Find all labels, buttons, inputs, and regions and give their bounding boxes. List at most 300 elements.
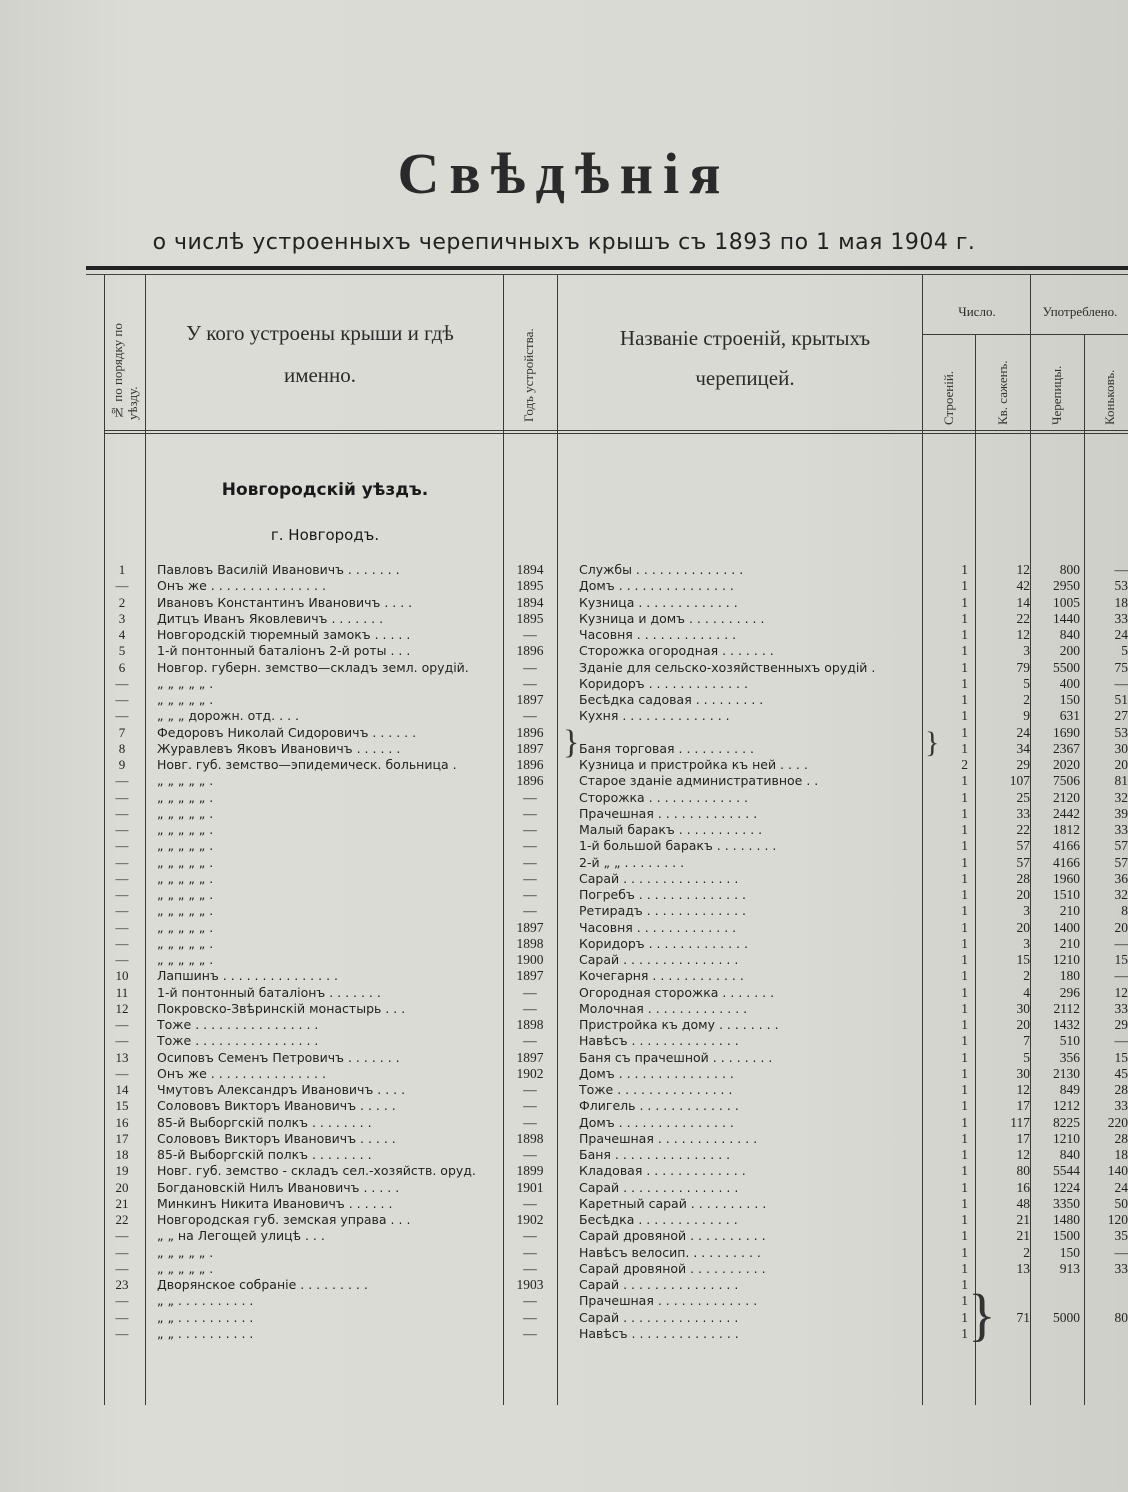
header-col-kon: Коньковъ. xyxy=(1102,369,1117,425)
row-ridge-tiles: 53 xyxy=(1114,578,1128,594)
row-number: — xyxy=(115,935,129,951)
row-owner: „ „ „ „ „ . xyxy=(157,692,214,707)
row-building: Сарай . . . . . . . . . . . . . . . xyxy=(579,952,739,967)
row-building: Коридоръ . . . . . . . . . . . . . xyxy=(579,935,748,951)
row-ridge-tiles: 5 xyxy=(1121,643,1128,659)
row-structures: 1 xyxy=(961,870,968,886)
row-building: Старое зданіе административное . . xyxy=(579,773,819,789)
table-row xyxy=(0,1163,1128,1179)
row-number: — xyxy=(115,805,129,821)
row-sq-sazhen: 117 xyxy=(1010,1114,1030,1130)
row-owner: „ „ „ „ „ . xyxy=(157,805,214,821)
row-number: — xyxy=(115,1065,129,1081)
row-building: Сарай дровяной . . . . . . . . . . xyxy=(579,1260,766,1276)
row-ridge-tiles: 18 xyxy=(1114,1147,1128,1162)
row-owner: „ „ „ „ „ . xyxy=(157,887,214,902)
row-building: Навѣсъ . . . . . . . . . . . . . . xyxy=(579,1325,739,1341)
table-row xyxy=(0,1050,1128,1066)
row-building: Пристройка къ дому . . . . . . . . xyxy=(579,1017,779,1032)
row-building: 1-й большой баракъ . . . . . . . . xyxy=(579,838,777,854)
row-structures: 1 xyxy=(961,805,968,821)
table-row xyxy=(0,903,1128,919)
row-building: Кладовая . . . . . . . . . . . . . xyxy=(579,1163,746,1179)
row-owner: „ „ „ „ „ . xyxy=(157,675,214,691)
row-ridge-tiles: 24 xyxy=(1114,1179,1128,1195)
row-tiles: 2442 xyxy=(1053,805,1080,821)
row-building: Навѣсъ . . . . . . . . . . . . . . xyxy=(579,1033,739,1049)
row-ridge-tiles: — xyxy=(1114,675,1128,691)
row-building: Домъ . . . . . . . . . . . . . . . xyxy=(579,1065,734,1081)
row-owner: Новг. губ. земство—эпидемическ. больница . xyxy=(157,757,457,772)
row-number: 22 xyxy=(115,1212,129,1227)
row-year: — xyxy=(523,984,537,1000)
row-sq-sazhen: 25 xyxy=(1016,789,1030,805)
row-year: — xyxy=(523,1195,537,1211)
row-owner: Покровско-Звѣринскій монастырь . . . xyxy=(157,1000,406,1016)
row-building: Часовня . . . . . . . . . . . . . xyxy=(579,627,737,642)
row-sq-sazhen: 30 xyxy=(1016,1065,1030,1081)
row-ridge-tiles: 28 xyxy=(1114,1082,1128,1097)
row-owner: Федоровъ Николай Сидоровичъ . . . . . . xyxy=(157,724,417,740)
row-sq-sazhen: 16 xyxy=(1016,1179,1030,1195)
row-sq-sazhen: 79 xyxy=(1016,659,1030,675)
row-number: 20 xyxy=(115,1179,129,1195)
row-tiles: 4166 xyxy=(1053,838,1080,854)
group-header-rule xyxy=(922,334,1128,335)
row-number: 18 xyxy=(115,1147,129,1162)
row-building: Службы . . . . . . . . . . . . . . xyxy=(579,562,744,577)
row-number: — xyxy=(115,789,129,805)
row-building: Сторожка огородная . . . . . . . xyxy=(579,643,774,659)
row-year: 1902 xyxy=(516,1212,544,1227)
row-ridge-tiles: 51 xyxy=(1114,692,1128,707)
table-row xyxy=(0,806,1128,822)
row-structures: 1 xyxy=(961,692,968,707)
row-number: — xyxy=(115,838,129,854)
row-structures: 1 xyxy=(961,952,968,967)
row-tiles: 1212 xyxy=(1053,1098,1080,1114)
table-row xyxy=(0,968,1128,984)
row-structures: 1 xyxy=(961,1228,968,1244)
row-sq-sazhen: 80 xyxy=(1016,1163,1030,1179)
row-structures: 1 xyxy=(961,724,968,740)
row-structures: 1 xyxy=(961,919,968,935)
row-number: 8 xyxy=(118,740,126,756)
row-ridge-tiles: 33 xyxy=(1114,1098,1128,1114)
row-tiles: 200 xyxy=(1059,643,1080,659)
row-sq-sazhen: 3 xyxy=(1023,903,1030,919)
row-sq-sazhen: 15 xyxy=(1016,952,1030,967)
row-building: Каретный сарай . . . . . . . . . . xyxy=(579,1195,767,1211)
row-year: — xyxy=(523,854,537,870)
row-structures: 1 xyxy=(961,1195,968,1211)
header-col-name: Названіе строеній, крытыхъ черепицей. xyxy=(619,326,871,390)
row-building: Погребъ . . . . . . . . . . . . . . xyxy=(579,887,747,902)
row-ridge-tiles: 33 xyxy=(1114,1260,1128,1276)
row-number: 2 xyxy=(118,594,126,610)
row-year: 1896 xyxy=(516,773,544,789)
row-sq-sazhen: 20 xyxy=(1016,887,1030,902)
row-number: 10 xyxy=(115,968,129,984)
row-sq-sazhen: 30 xyxy=(1016,1000,1030,1016)
row-structures: 1 xyxy=(961,1082,968,1097)
row-structures: 1 xyxy=(961,1147,968,1162)
row-sq-sazhen: 7 xyxy=(1023,1033,1030,1049)
table-row xyxy=(0,1180,1128,1196)
row-building: Часовня . . . . . . . . . . . . . xyxy=(579,919,737,935)
row-ridge-tiles: — xyxy=(1114,968,1128,984)
row-year: 1894 xyxy=(516,594,544,610)
row-owner: Журавлевъ Яковъ Ивановичъ . . . . . . xyxy=(157,740,401,756)
row-ridge-tiles: 30 xyxy=(1114,740,1128,756)
row-ridge-tiles: 15 xyxy=(1114,1049,1128,1065)
header-rule-thin xyxy=(86,274,1128,275)
row-tiles: 2120 xyxy=(1053,789,1080,805)
row-ridge-tiles: 32 xyxy=(1114,789,1128,805)
row-structures: 1 xyxy=(961,594,968,610)
row-building: Сарай . . . . . . . . . . . . . . . xyxy=(579,1309,739,1325)
row-year: 1900 xyxy=(516,952,544,967)
row-tiles: 5544 xyxy=(1053,1163,1080,1179)
row-tiles: 1690 xyxy=(1053,724,1080,740)
row-sq-sazhen: 12 xyxy=(1016,1082,1030,1097)
row-ridge-tiles: 24 xyxy=(1114,627,1128,642)
row-tiles: 1510 xyxy=(1053,887,1080,902)
table-row xyxy=(0,1310,1128,1326)
row-year: — xyxy=(523,675,537,691)
row-number: — xyxy=(115,887,129,902)
row-building: Коридоръ . . . . . . . . . . . . . xyxy=(579,675,748,691)
row-ridge-tiles: 18 xyxy=(1114,594,1128,610)
row-building: Флигель . . . . . . . . . . . . . xyxy=(579,1098,739,1114)
row-ridge-tiles: 120 xyxy=(1107,1212,1128,1227)
row-number: 15 xyxy=(115,1098,129,1114)
row-year: 1896 xyxy=(516,724,544,740)
table-row xyxy=(0,1293,1128,1309)
table-row xyxy=(0,790,1128,806)
row-sq-sazhen: 24 xyxy=(1016,724,1030,740)
row-owner: Тоже . . . . . . . . . . . . . . . . xyxy=(157,1017,319,1032)
row-tiles: 840 xyxy=(1059,627,1080,642)
row-tiles: 4166 xyxy=(1053,854,1080,870)
row-building: Прачешная . . . . . . . . . . . . . xyxy=(579,805,758,821)
row-building: Сарай . . . . . . . . . . . . . . . xyxy=(579,870,739,886)
row-building: Ретирадъ . . . . . . . . . . . . . xyxy=(579,903,747,919)
row-ridge-tiles: 36 xyxy=(1114,870,1128,886)
row-building: Малый баракъ . . . . . . . . . . . xyxy=(579,822,763,837)
row-owner: Ивановъ Константинъ Ивановичъ . . . . xyxy=(157,594,413,610)
row-structures: 1 xyxy=(961,562,968,577)
header-col-who: У кого устроены крыши и гдѣ именно. xyxy=(186,321,454,387)
row-sq-sazhen: 12 xyxy=(1016,562,1030,577)
row-structures: 1 xyxy=(961,968,968,984)
row-building: Кочегарня . . . . . . . . . . . . xyxy=(579,968,744,984)
row-tiles: 296 xyxy=(1059,984,1080,1000)
table-row xyxy=(0,952,1128,968)
row-year: 1898 xyxy=(516,935,544,951)
brace-group: } xyxy=(968,1282,996,1347)
row-structures: 1 xyxy=(961,1179,968,1195)
row-owner: „ „ . . . . . . . . . . xyxy=(157,1293,254,1309)
row-owner: Богдановскій Нилъ Ивановичъ . . . . . xyxy=(157,1179,400,1195)
row-ridge-tiles: 33 xyxy=(1114,610,1128,626)
row-number: — xyxy=(115,1228,129,1244)
row-tiles: 2130 xyxy=(1053,1065,1080,1081)
row-tiles: 1210 xyxy=(1053,952,1080,967)
row-sq-sazhen: 13 xyxy=(1016,1260,1030,1276)
row-year: — xyxy=(523,887,537,902)
row-owner: „ „ . . . . . . . . . . xyxy=(157,1325,254,1341)
row-ridge-tiles: 57 xyxy=(1114,838,1128,854)
row-structures: 1 xyxy=(961,1033,968,1049)
row-tiles: 631 xyxy=(1059,708,1080,724)
row-number: — xyxy=(115,822,129,837)
row-owner: „ „ „ „ „ . xyxy=(157,952,214,967)
header-col-no: № по порядку по уѣзду. xyxy=(110,323,140,420)
row-ridge-tiles: 75 xyxy=(1114,659,1128,675)
row-building: Сарай дровяной . . . . . . . . . . xyxy=(579,1228,766,1244)
row-number: — xyxy=(115,952,129,967)
table-row xyxy=(0,1196,1128,1212)
row-year: — xyxy=(523,1098,537,1114)
row-sq-sazhen: 107 xyxy=(1009,773,1030,789)
row-number: 16 xyxy=(115,1114,129,1130)
row-structures: 1 xyxy=(961,984,968,1000)
row-structures: 1 xyxy=(961,1309,968,1325)
row-owner: „ „ „ „ „ . xyxy=(157,919,214,935)
row-owner: „ „ „ дорожн. отд. . . . xyxy=(157,708,299,724)
row-sq-sazhen: 4 xyxy=(1023,984,1030,1000)
row-tiles: 1432 xyxy=(1053,1017,1080,1032)
row-year: 1897 xyxy=(516,692,544,707)
table-row xyxy=(0,692,1128,708)
table-row xyxy=(0,1115,1128,1131)
row-year: — xyxy=(523,1000,537,1016)
table-row xyxy=(0,1228,1128,1244)
row-owner: 85-й Выборгскій полкъ . . . . . . . . xyxy=(157,1114,372,1130)
row-year: — xyxy=(523,1228,537,1244)
row-owner: „ „ . . . . . . . . . . xyxy=(157,1309,254,1325)
row-year: — xyxy=(523,1260,537,1276)
row-tiles: 7506 xyxy=(1053,773,1080,789)
row-structures: 1 xyxy=(961,1212,968,1227)
row-ridge-tiles: 33 xyxy=(1114,1000,1128,1016)
row-year: 1895 xyxy=(516,610,544,626)
row-tiles: 2367 xyxy=(1053,740,1080,756)
row-structures: 1 xyxy=(961,1260,968,1276)
row-tiles: 1500 xyxy=(1053,1228,1080,1244)
row-owner: „ „ на Легощей улицѣ . . . xyxy=(157,1228,325,1244)
row-number: 21 xyxy=(115,1195,129,1211)
row-number: — xyxy=(115,1033,129,1049)
row-tiles: 1480 xyxy=(1053,1212,1080,1227)
row-year: — xyxy=(523,1293,537,1309)
header-rule-thick xyxy=(86,266,1128,270)
row-number: 14 xyxy=(115,1082,129,1097)
table-row xyxy=(0,676,1128,692)
row-structures: 1 xyxy=(961,838,968,854)
row-tiles: 849 xyxy=(1059,1082,1080,1097)
table-row xyxy=(0,595,1128,611)
header-col-str: Строеній. xyxy=(941,370,956,425)
table-row xyxy=(0,838,1128,854)
table-row xyxy=(0,936,1128,952)
row-ridge-tiles: 15 xyxy=(1114,952,1128,967)
document-title: Свѣдѣнія xyxy=(397,141,731,206)
row-sq-sazhen: 28 xyxy=(1016,870,1030,886)
header-bottom-rule xyxy=(104,430,1128,431)
table-row xyxy=(0,985,1128,1001)
row-owner: Осиповъ Семенъ Петровичъ . . . . . . . xyxy=(157,1049,400,1065)
row-building: Баня съ прачешной . . . . . . . . xyxy=(579,1049,773,1065)
table-row xyxy=(0,1033,1128,1049)
row-building: Зданіе для сельско-хозяйственныхъ орудій . xyxy=(579,659,876,675)
row-number: — xyxy=(115,1325,129,1341)
row-year: 1898 xyxy=(516,1130,544,1146)
row-year: — xyxy=(523,627,537,642)
row-year: — xyxy=(523,1309,537,1325)
row-building: Домъ . . . . . . . . . . . . . . . xyxy=(579,1114,734,1130)
row-ridge-tiles: 80 xyxy=(1114,1309,1128,1325)
row-ridge-tiles: 81 xyxy=(1114,773,1128,789)
table-row xyxy=(0,1245,1128,1261)
row-structures: 1 xyxy=(961,1114,968,1130)
row-building: 2-й „ „ . . . . . . . . xyxy=(579,854,685,870)
table-row xyxy=(0,887,1128,903)
row-owner: „ „ „ „ „ . xyxy=(157,838,214,854)
row-building: Бесѣдка садовая . . . . . . . . . xyxy=(579,692,764,707)
row-year: — xyxy=(523,1114,537,1130)
row-building: Сторожка . . . . . . . . . . . . . xyxy=(579,789,749,805)
row-year: 1898 xyxy=(516,1017,544,1032)
row-sq-sazhen: 17 xyxy=(1016,1130,1030,1146)
row-building: Навѣсъ велосип. . . . . . . . . . xyxy=(579,1244,761,1260)
row-building: Сарай . . . . . . . . . . . . . . . xyxy=(579,1179,739,1195)
row-number: — xyxy=(115,903,129,919)
row-structures: 1 xyxy=(961,643,968,659)
row-structures: 1 xyxy=(961,789,968,805)
row-year: 1899 xyxy=(516,1163,544,1179)
table-row xyxy=(0,562,1128,578)
row-ridge-tiles: 220 xyxy=(1107,1114,1128,1130)
row-number: — xyxy=(115,692,129,707)
row-sq-sazhen: 20 xyxy=(1016,1017,1030,1032)
row-sq-sazhen: 2 xyxy=(1023,692,1030,707)
row-owner: Солововъ Викторъ Ивановичъ . . . . . xyxy=(157,1130,396,1146)
row-number: — xyxy=(115,870,129,886)
row-sq-sazhen: 29 xyxy=(1016,757,1030,772)
brace-str-pair: } xyxy=(925,726,940,759)
row-number: 5 xyxy=(118,643,126,659)
row-number: — xyxy=(115,578,129,594)
row-ridge-tiles: 35 xyxy=(1114,1228,1128,1244)
table-row xyxy=(0,1147,1128,1163)
row-owner: „ „ „ „ „ . xyxy=(157,935,214,951)
table-row xyxy=(0,1098,1128,1114)
row-building: Огородная сторожка . . . . . . . xyxy=(579,984,775,1000)
row-owner: Новг. губ. земство - складъ сел.-хозяйств. оруд. xyxy=(157,1163,476,1179)
row-tiles: 2020 xyxy=(1053,757,1080,772)
row-sq-sazhen: 2 xyxy=(1023,968,1030,984)
row-year: 1897 xyxy=(516,968,544,984)
row-number: — xyxy=(115,1309,129,1325)
row-owner: Павловъ Василій Ивановичъ . . . . . . . xyxy=(157,562,400,577)
row-tiles: 1440 xyxy=(1053,610,1080,626)
row-owner: Минкинъ Никита Ивановичъ . . . . . . xyxy=(157,1195,393,1211)
table-row xyxy=(0,660,1128,676)
row-number: 23 xyxy=(115,1277,129,1292)
row-owner: Новгородская губ. земская управа . . . xyxy=(157,1212,411,1227)
row-ridge-tiles: 12 xyxy=(1114,984,1128,1000)
row-number: 1 xyxy=(118,562,126,577)
row-structures: 1 xyxy=(961,740,968,756)
row-year: — xyxy=(523,805,537,821)
row-year: — xyxy=(523,1033,537,1049)
row-year: — xyxy=(523,1244,537,1260)
header-bottom-rule-2 xyxy=(104,433,1128,434)
row-year: 1897 xyxy=(516,1049,544,1065)
row-owner: Дворянское собраніе . . . . . . . . . xyxy=(157,1277,368,1292)
table-row xyxy=(0,920,1128,936)
row-year: 1894 xyxy=(516,562,544,577)
row-owner: 1-й понтонный баталіонъ 2-й роты . . . xyxy=(157,643,411,659)
row-number: — xyxy=(115,919,129,935)
section-uezd: Новгородскій уѣздъ. xyxy=(221,480,429,500)
row-building: Прачешная . . . . . . . . . . . . . xyxy=(579,1293,758,1309)
row-structures: 1 xyxy=(961,675,968,691)
row-building: Тоже . . . . . . . . . . . . . . . xyxy=(579,1082,733,1097)
section-city: г. Новгородъ. xyxy=(270,526,380,544)
row-year: — xyxy=(523,1147,537,1162)
row-owner: Лапшинъ . . . . . . . . . . . . . . . xyxy=(157,968,338,984)
row-owner: Тоже . . . . . . . . . . . . . . . . xyxy=(157,1033,319,1049)
row-tiles: 210 xyxy=(1059,903,1080,919)
row-year: — xyxy=(523,838,537,854)
row-sq-sazhen: 57 xyxy=(1016,854,1030,870)
row-number: 12 xyxy=(115,1000,129,1016)
row-tiles: 800 xyxy=(1059,562,1080,577)
row-number: 6 xyxy=(118,659,126,675)
row-owner: „ „ „ „ „ . xyxy=(157,1244,214,1260)
row-number: — xyxy=(115,675,129,691)
row-owner: „ „ „ „ „ . xyxy=(157,903,214,919)
row-tiles: 5500 xyxy=(1053,659,1080,675)
row-tiles: 1400 xyxy=(1053,919,1080,935)
table-row xyxy=(0,757,1128,773)
row-sq-sazhen: 48 xyxy=(1016,1195,1030,1211)
row-owner: „ „ „ „ „ . xyxy=(157,1260,214,1276)
row-tiles: 840 xyxy=(1059,1147,1080,1162)
table-row xyxy=(0,611,1128,627)
row-owner: Солововъ Викторъ Ивановичъ . . . . . xyxy=(157,1098,396,1114)
table-row xyxy=(0,1001,1128,1017)
row-structures: 1 xyxy=(961,627,968,642)
row-tiles: 356 xyxy=(1059,1049,1080,1065)
row-year: — xyxy=(523,708,537,724)
table-row xyxy=(0,773,1128,789)
row-structures: 1 xyxy=(961,1065,968,1081)
row-tiles: 510 xyxy=(1059,1033,1080,1049)
row-ridge-tiles: 20 xyxy=(1114,757,1128,772)
row-year: — xyxy=(523,1082,537,1097)
row-building: Сарай . . . . . . . . . . . . . . . xyxy=(579,1277,739,1292)
row-owner: „ „ „ „ „ . xyxy=(157,773,214,789)
row-structures: 1 xyxy=(961,1000,968,1016)
row-tiles: 2950 xyxy=(1053,578,1080,594)
row-sq-sazhen: 57 xyxy=(1016,838,1030,854)
row-year: 1895 xyxy=(516,578,544,594)
table-row xyxy=(0,627,1128,643)
